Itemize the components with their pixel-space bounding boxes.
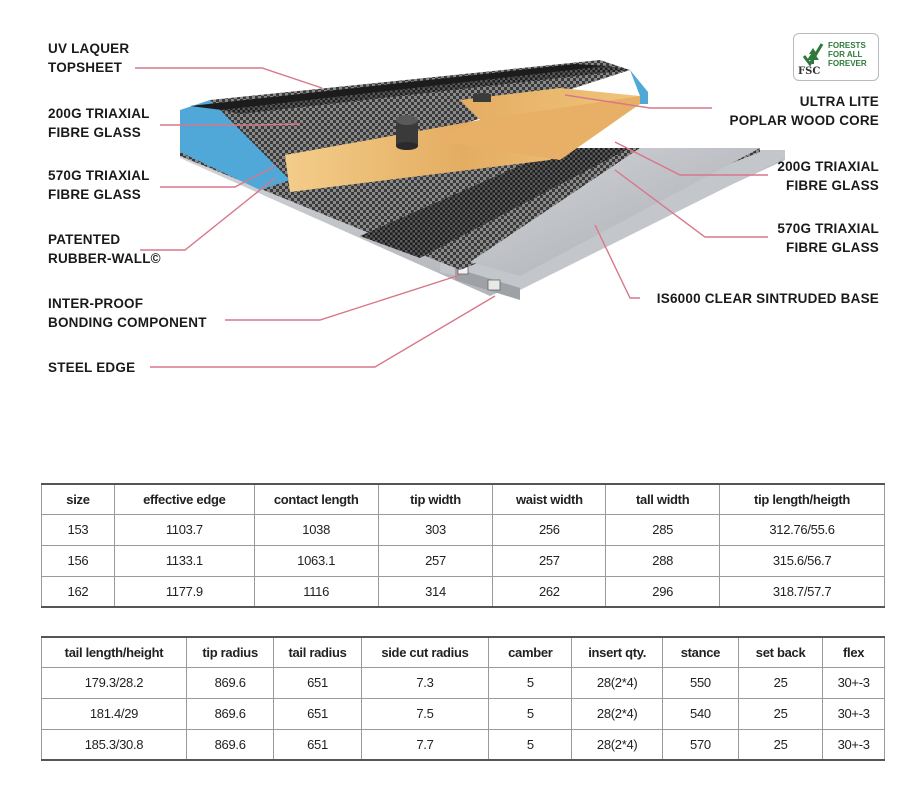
table-header: waist width [493,484,606,514]
label-200g-triaxial-right: 200G TRIAXIAL FIBRE GLASS [777,159,879,193]
table-cell: 285 [606,514,720,545]
label-steel-edge: STEEL EDGE [48,360,136,375]
label-inter-proof: INTER-PROOF BONDING COMPONENT [48,296,207,330]
fsc-code: FSC [798,66,821,77]
table-header: effective edge [114,484,254,514]
table-header: insert qty. [572,637,662,667]
table-header: contact length [254,484,378,514]
table-cell: 318.7/57.7 [720,576,885,607]
label-rubber-wall: PATENTED RUBBER-WALL© [48,232,161,266]
table-cell: 156 [42,545,115,576]
table-header: tip width [378,484,493,514]
table-cell: 1063.1 [254,545,378,576]
table-header-row [42,484,885,514]
table-cell: 314 [378,576,493,607]
table-header: tall width [606,484,720,514]
insert-right [473,93,491,102]
table-header: size [42,484,115,514]
label-570g-triaxial-right: 570G TRIAXIAL FIBRE GLASS [777,221,879,255]
table-cell: 25 [738,667,822,698]
table-cell: 1133.1 [114,545,254,576]
table-cell: 1038 [254,514,378,545]
table-cell: 570 [662,729,738,760]
table-cell: 28(2*4) [572,729,662,760]
table-cell: 1177.9 [114,576,254,607]
table-cell: 30+-3 [823,698,885,729]
table-row [42,667,885,698]
table-header: flex [823,637,885,667]
table-cell: 288 [606,545,720,576]
table-cell: 257 [493,545,606,576]
table-cell: 162 [42,576,115,607]
table-row [42,514,885,545]
table-row [42,729,885,760]
table-header: tail length/height [42,637,187,667]
fsc-text: FORESTS FOR ALL FOREVER [828,41,867,68]
table-cell: 315.6/56.7 [720,545,885,576]
label-570g-triaxial-left: 570G TRIAXIAL FIBRE GLASS [48,168,150,202]
table-header: tail radius [274,637,361,667]
table-cell: 651 [274,698,361,729]
label-wood-core: ULTRA LITE POPLAR WOOD CORE [729,94,879,128]
table-cell: 5 [489,729,572,760]
table-cell: 30+-3 [823,667,885,698]
table-cell: 550 [662,667,738,698]
table-cell: 869.6 [186,698,273,729]
table-cell: 651 [274,729,361,760]
table-cell: 312.76/55.6 [720,514,885,545]
table-cell: 28(2*4) [572,667,662,698]
table-cell: 296 [606,576,720,607]
table-header: stance [662,637,738,667]
label-uv-laquer-topsheet: UV LAQUER TOPSHEET [48,41,130,75]
table-cell: 540 [662,698,738,729]
table-cell: 25 [738,698,822,729]
table-cell: 7.7 [361,729,488,760]
table-cell: 153 [42,514,115,545]
table-cell: 869.6 [186,667,273,698]
table-header-row [42,637,885,667]
spec-table-1 [41,483,885,608]
table-cell: 181.4/29 [42,698,187,729]
table-cell: 651 [274,667,361,698]
table-cell: 1116 [254,576,378,607]
table-cell: 262 [493,576,606,607]
table-header: camber [489,637,572,667]
insert-left [396,115,418,150]
table-cell: 5 [489,698,572,729]
table-cell: 257 [378,545,493,576]
table-cell: 869.6 [186,729,273,760]
table-row [42,576,885,607]
table-cell: 30+-3 [823,729,885,760]
table-row [42,545,885,576]
table-header: tip length/heigth [720,484,885,514]
label-base: IS6000 CLEAR SINTRUDED BASE [656,291,879,306]
table-cell: 7.5 [361,698,488,729]
table-cell: 256 [493,514,606,545]
table-header: side cut radius [361,637,488,667]
table-cell: 1103.7 [114,514,254,545]
table-row [42,698,885,729]
table-cell: 25 [738,729,822,760]
table-header: tip radius [186,637,273,667]
label-200g-triaxial-left: 200G TRIAXIAL FIBRE GLASS [48,106,150,140]
spec-table-2 [41,636,885,761]
table-cell: 303 [378,514,493,545]
table-cell: 179.3/28.2 [42,667,187,698]
table-header: set back [738,637,822,667]
table-cell: 7.3 [361,667,488,698]
table-cell: 5 [489,667,572,698]
table-cell: 185.3/30.8 [42,729,187,760]
fsc-badge [793,33,879,81]
table-cell: 28(2*4) [572,698,662,729]
